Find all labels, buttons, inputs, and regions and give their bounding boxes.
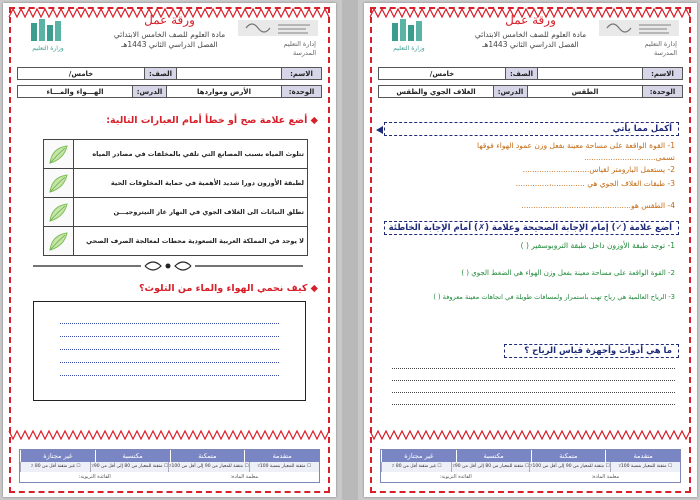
lesson-value: الهـــواء والمـــاء (46, 87, 104, 96)
complete-item: 1- القوة الواقعة على مساحة معينة بفعل وزن عمود الهواء فوقها (477, 141, 675, 150)
level-acquired: مكتسبة (456, 450, 531, 462)
evaluation-header (20, 450, 319, 462)
eval-checkbox[interactable]: ☐ غير متقنة أقل من 80 ٪ (20, 462, 90, 472)
choose-item[interactable]: 3- الرياح العالمية هي رياح تهب باستمرار ولمسافات طويلة في اتجاهات معينة معروفة ( ) (433, 293, 675, 301)
signature-label: القائدة التربوية: (78, 474, 111, 480)
answer-line (60, 323, 279, 324)
true-false-table (43, 139, 308, 256)
statement-cell: تطلق النباتات الى الغلاف الجوي في النهار غاز النيتروجيـــن (74, 198, 308, 227)
eval-checkbox[interactable]: ☐ متقنة للمعيار من 90 إلى أقل من 100٪ (168, 462, 248, 472)
eval-checkbox[interactable]: ☐ متقنة للمعيار من 80 إلى أقل من 90٪ (90, 462, 168, 472)
lesson-info-row (378, 85, 683, 98)
name-label: الاسم: (642, 68, 682, 79)
name-field[interactable] (537, 68, 642, 79)
signature-label: القائدة التربوية: (439, 474, 472, 480)
leaf-icon (48, 173, 70, 194)
question-protect-title (139, 283, 318, 294)
semester-subtitle: الفصل الدراسي الثاني 1443هـ (482, 40, 579, 49)
complete-item[interactable]: تسمى.............................. (584, 153, 675, 162)
section-choose (384, 221, 679, 235)
table-row (44, 198, 308, 227)
lesson-label: الدرس: (132, 86, 166, 97)
name-label: الاسم: (281, 68, 321, 79)
q1-title-text: أضع علامة صح أو خطأ أمام العبارات التالية: (106, 115, 308, 126)
table-row (44, 140, 308, 169)
bullet-icon: ◆ (307, 283, 318, 294)
evaluation-footer (381, 472, 680, 482)
lesson-value: الغلاف الجوي والطقس (396, 87, 476, 96)
worksheet-title: ورقة عمل (144, 13, 195, 27)
worksheet-page-left (3, 3, 336, 497)
complete-item[interactable]: 3- طبقات الغلاف الجوي هي ..............،.............. (515, 179, 675, 188)
answer-line[interactable] (392, 368, 675, 369)
eval-checkbox[interactable]: ☐ غير متقنة أقل من 80 ٪ (381, 462, 451, 472)
divider-ornament (33, 260, 303, 272)
answer-cell[interactable] (44, 169, 74, 198)
unit-label: الوحدة: (281, 86, 321, 97)
grade-value[interactable]: خامس/ (68, 69, 94, 78)
arrow-icon (376, 126, 383, 134)
section-tools (504, 344, 679, 358)
answer-line[interactable] (392, 380, 675, 381)
chevron-border-bottom (370, 430, 690, 439)
leaf-icon (48, 231, 70, 252)
evaluation-descriptions (381, 462, 680, 472)
eval-checkbox[interactable]: ☐ متقنة للمعيار من 90 إلى أقل من 100٪ (529, 462, 609, 472)
level-failed: غير مجتازة (381, 450, 456, 462)
lesson-label: الدرس: (493, 86, 527, 97)
table-row (44, 227, 308, 256)
evaluation-table (380, 449, 681, 483)
answer-line[interactable] (392, 392, 675, 393)
school-label: المدرسة (653, 49, 677, 57)
leaf-icon (48, 144, 70, 165)
grade-label: الصف: (505, 68, 537, 79)
eval-checkbox[interactable]: ☐ متقنة للمعيار بنسبة 100٪ (610, 462, 680, 472)
eval-checkbox[interactable]: ☐ متقنة للمعيار من 80 إلى أقل من 90٪ (451, 462, 529, 472)
level-advanced: متقدمة (605, 450, 680, 462)
evaluation-footer (20, 472, 319, 482)
level-advanced: متقدمة (244, 450, 319, 462)
teacher-label: معلمة المادة: (230, 474, 259, 480)
school-label: المدرسة (292, 49, 316, 57)
page-gutter (342, 0, 358, 500)
level-proficient: متمكنة (531, 450, 606, 462)
choose-item[interactable]: 1- توجد طبقة الأوزون داخل طبقة التروبوسفير ( ) (520, 241, 675, 250)
student-info-row (378, 67, 683, 80)
statement-cell: تتلوث المياه بسبب المصانع التي تلقي بالمخلفات في مصادر المياه (74, 140, 308, 169)
evaluation-header (381, 450, 680, 462)
unit-label: الوحدة: (642, 86, 682, 97)
grade-value[interactable]: خامس/ (429, 69, 455, 78)
answer-line (60, 349, 279, 350)
answer-cell[interactable] (44, 227, 74, 256)
eval-checkbox[interactable]: ☐ متقنة للمعيار بنسبة 100٪ (249, 462, 319, 472)
level-failed: غير مجتازة (20, 450, 95, 462)
subject-subtitle: مادة العلوم للصف الخامس الابتدائي (113, 30, 226, 39)
worksheet-title: ورقة عمل (505, 13, 556, 27)
q2-title-text: كيف نحمي الهواء والماء من التلوث؟ (139, 283, 308, 294)
grade-label: الصف: (144, 68, 176, 79)
admin-label: إدارة التعليم (644, 40, 677, 48)
answer-line (60, 362, 279, 363)
unit-value: الأرض ومواردها (166, 86, 281, 97)
unit-value: الطقس (527, 86, 642, 97)
worksheet-page-right (364, 3, 697, 497)
teacher-label: معلمة المادة: (591, 474, 620, 480)
ministry-label: وزارة التعليم (393, 45, 425, 52)
level-proficient: متمكنة (170, 450, 245, 462)
student-info-row (17, 67, 322, 80)
answer-cell[interactable] (44, 140, 74, 169)
statement-cell: لا يوجد في المملكة العربية السعودية محطات لمعالجة الصرف الصحي (74, 227, 308, 256)
complete-item[interactable]: 2- يستعمل البارومتر لقياس............................ (522, 165, 675, 174)
table-row (44, 169, 308, 198)
answer-line[interactable] (392, 404, 675, 405)
complete-item[interactable]: 4- الطقس هو.............................................. (521, 201, 675, 210)
choose-item[interactable]: 2- القوة الواقعة على مساحة معينة بفعل وزن الهواء هي الضغط الجوي ( ) (461, 269, 675, 277)
chevron-border-bottom (9, 430, 329, 439)
section-choose-title: أضع علامة (✓) إمام الإجابة الصحيحة وعلامة (✗) أمام الإجابة الخاطئة (388, 223, 672, 233)
bullet-icon: ◆ (307, 115, 318, 126)
lesson-info-row (17, 85, 322, 98)
ministry-label: وزارة التعليم (32, 45, 64, 52)
section-tools-title: ما هي أدوات وأجهزة قياس الرياح ؟ (524, 346, 672, 356)
semester-subtitle: الفصل الدراسي الثاني 1443هـ (121, 40, 218, 49)
level-acquired: مكتسبة (95, 450, 170, 462)
question-true-false-title (106, 115, 318, 126)
subject-subtitle: مادة العلوم للصف الخامس الابتدائي (474, 30, 587, 39)
section-complete-title: أكمل مما يأتي (612, 124, 672, 134)
answer-line (60, 336, 279, 337)
leaf-icon (48, 202, 70, 223)
evaluation-descriptions (20, 462, 319, 472)
answer-cell[interactable] (44, 198, 74, 227)
admin-label: إدارة التعليم (283, 40, 316, 48)
statement-cell: لطبقة الأوزون دورا شديد الأهمية في حماية المخلوقات الحية (74, 169, 308, 198)
section-complete (384, 122, 679, 136)
answer-line (60, 375, 279, 376)
name-field[interactable] (176, 68, 281, 79)
evaluation-table (19, 449, 320, 483)
answer-box[interactable] (33, 301, 306, 401)
